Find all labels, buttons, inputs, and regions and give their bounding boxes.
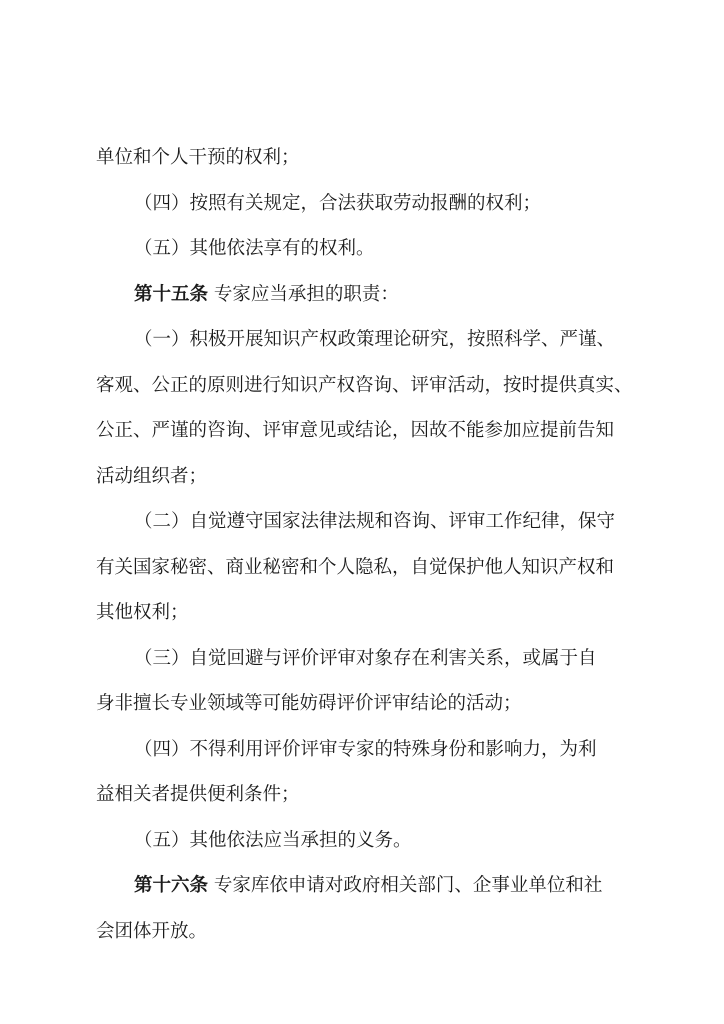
article-heading: 第十六条 [134, 875, 209, 896]
article-line [96, 870, 636, 916]
line-text: 单位和个人干预的权利； [96, 147, 300, 168]
line-text: （四）按照有关规定，合法获取劳动报酬的权利； [134, 192, 542, 214]
text-line [96, 188, 636, 234]
text-line [96, 461, 636, 507]
line-text: 专家库依申请对政府相关部门、企事业单位和社 [208, 875, 603, 896]
text-line [96, 506, 636, 552]
line-text: 身非擅长专业领域等可能妨碍评价评审结论的活动； [96, 693, 522, 714]
text-line [96, 415, 636, 461]
line-text: （五）其他依法享有的权利。 [134, 238, 375, 259]
text-line [96, 916, 636, 962]
line-text: （四）不得利用评价评审专家的特殊身份和影响力，为利 [134, 738, 597, 760]
text-line [96, 233, 636, 279]
text-line [96, 688, 636, 734]
line-text: （二）自觉遵守国家法律法规和咨询、评审工作纪律，保守 [134, 511, 616, 532]
text-line [96, 142, 636, 188]
text-line [96, 825, 636, 871]
line-text: 公正、严谨的咨询、评审意见或结论，因故不能参加应提前告知 [96, 420, 615, 441]
line-text: 会团体开放。 [96, 920, 208, 942]
text-line [96, 643, 636, 689]
text-line [96, 597, 636, 643]
article-heading: 第十五条 [134, 283, 209, 305]
line-text: 其他权利； [96, 602, 189, 623]
text-line [96, 370, 636, 416]
line-text: 益相关者提供便利条件； [96, 784, 300, 805]
text-line [96, 324, 636, 370]
text-line [96, 734, 636, 780]
text-line [96, 552, 636, 598]
line-text: 活动组织者； [96, 465, 208, 487]
line-text: 客观、公正的原则进行知识产权咨询、评审活动，按时提供真实、 [96, 374, 633, 396]
line-text: 有关国家秘密、商业秘密和个人隐私，自觉保护他人知识产权和 [96, 556, 615, 578]
line-text: （五）其他依法应当承担的义务。 [134, 829, 412, 851]
document-body [96, 142, 636, 961]
article-line [96, 279, 636, 325]
line-text: （一）积极开展知识产权政策理论研究，按照科学、严谨、 [134, 329, 616, 350]
text-line [96, 779, 636, 825]
line-text: （三）自觉回避与评价评审对象存在利害关系，或属于自 [134, 647, 597, 669]
line-text: 专家应当承担的职责： [208, 283, 399, 305]
